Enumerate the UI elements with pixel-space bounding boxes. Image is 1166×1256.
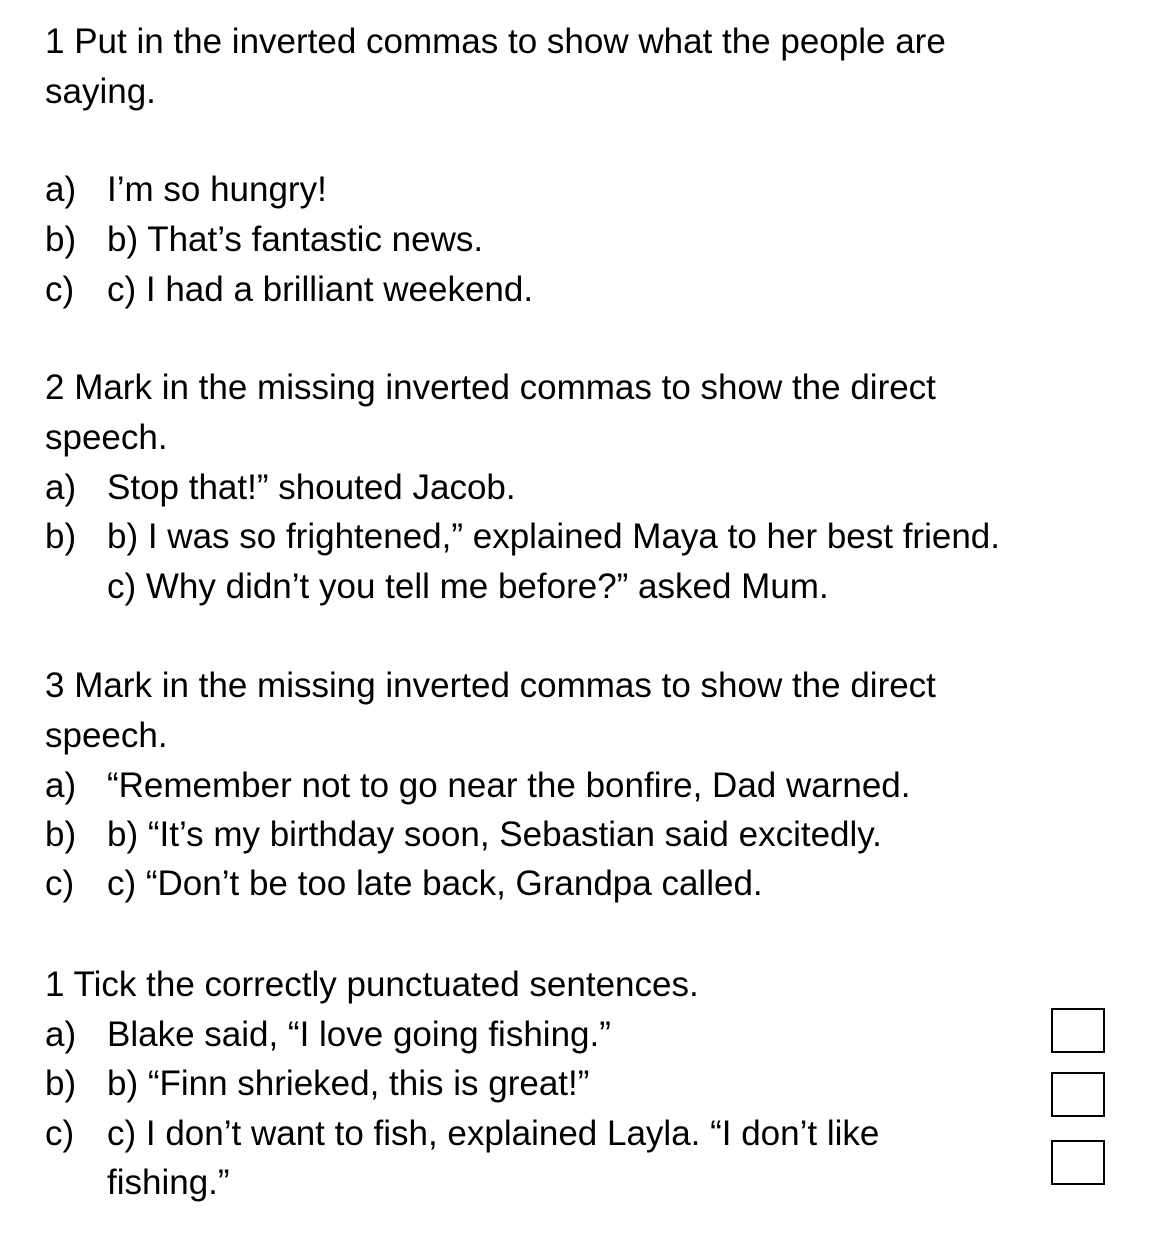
section4-item-b-marker: b) <box>45 1064 77 1103</box>
section4-item-a-marker: a) <box>45 1015 77 1054</box>
tick-box-a[interactable] <box>1051 1008 1105 1053</box>
section1-item-a-marker: a) <box>45 170 77 209</box>
section4-heading: 1 Tick the correctly punctuated sentences. <box>45 965 699 1004</box>
section1-heading-line1: 1 Put in the inverted commas to show what the people are <box>45 22 946 61</box>
section4-item-c-marker: c) <box>45 1114 75 1153</box>
section1-item-c-marker: c) <box>45 270 75 309</box>
section1-item-c-text: c) I had a brilliant weekend. <box>107 270 534 309</box>
section2-heading-line2: speech. <box>45 418 168 457</box>
section1-heading-line2: saying. <box>45 72 156 111</box>
section3-item-b-marker: b) <box>45 815 77 854</box>
section1-item-b-marker: b) <box>45 220 77 259</box>
section4-item-b-text: b) “Finn shrieked, this is great!” <box>107 1064 590 1103</box>
tick-box-c[interactable] <box>1051 1140 1105 1185</box>
section3-item-b-text: b) “It’s my birthday soon, Sebastian said excitedly. <box>107 815 882 854</box>
section2-item-a-text: Stop that!” shouted Jacob. <box>107 468 516 507</box>
section4-item-c-text-continued: fishing.” <box>107 1163 230 1202</box>
section2-item-c-text: c) Why didn’t you tell me before?” asked Mum. <box>107 567 829 606</box>
section2-item-b-text: b) I was so frightened,” explained Maya to her best friend. <box>107 517 1000 556</box>
section2-item-a-marker: a) <box>45 468 77 507</box>
section3-item-c-text: c) “Don’t be too late back, Grandpa called. <box>107 864 763 903</box>
section2-item-b-marker: b) <box>45 517 77 556</box>
section3-item-a-text: “Remember not to go near the bonfire, Dad warned. <box>107 766 911 805</box>
section2-heading-line1: 2 Mark in the missing inverted commas to show the direct <box>45 368 936 407</box>
tick-box-b[interactable] <box>1051 1072 1105 1117</box>
section1-item-a-text: I’m so hungry! <box>107 170 327 209</box>
section3-heading-line1: 3 Mark in the missing inverted commas to show the direct <box>45 666 936 705</box>
section3-item-a-marker: a) <box>45 766 77 805</box>
section1-item-b-text: b) That’s fantastic news. <box>107 220 484 259</box>
section4-item-c-text: c) I don’t want to fish, explained Layla. “I don’t like <box>107 1114 880 1153</box>
section3-heading-line2: speech. <box>45 716 168 755</box>
section4-item-a-text: Blake said, “I love going fishing.” <box>107 1015 611 1054</box>
section3-item-c-marker: c) <box>45 864 75 903</box>
